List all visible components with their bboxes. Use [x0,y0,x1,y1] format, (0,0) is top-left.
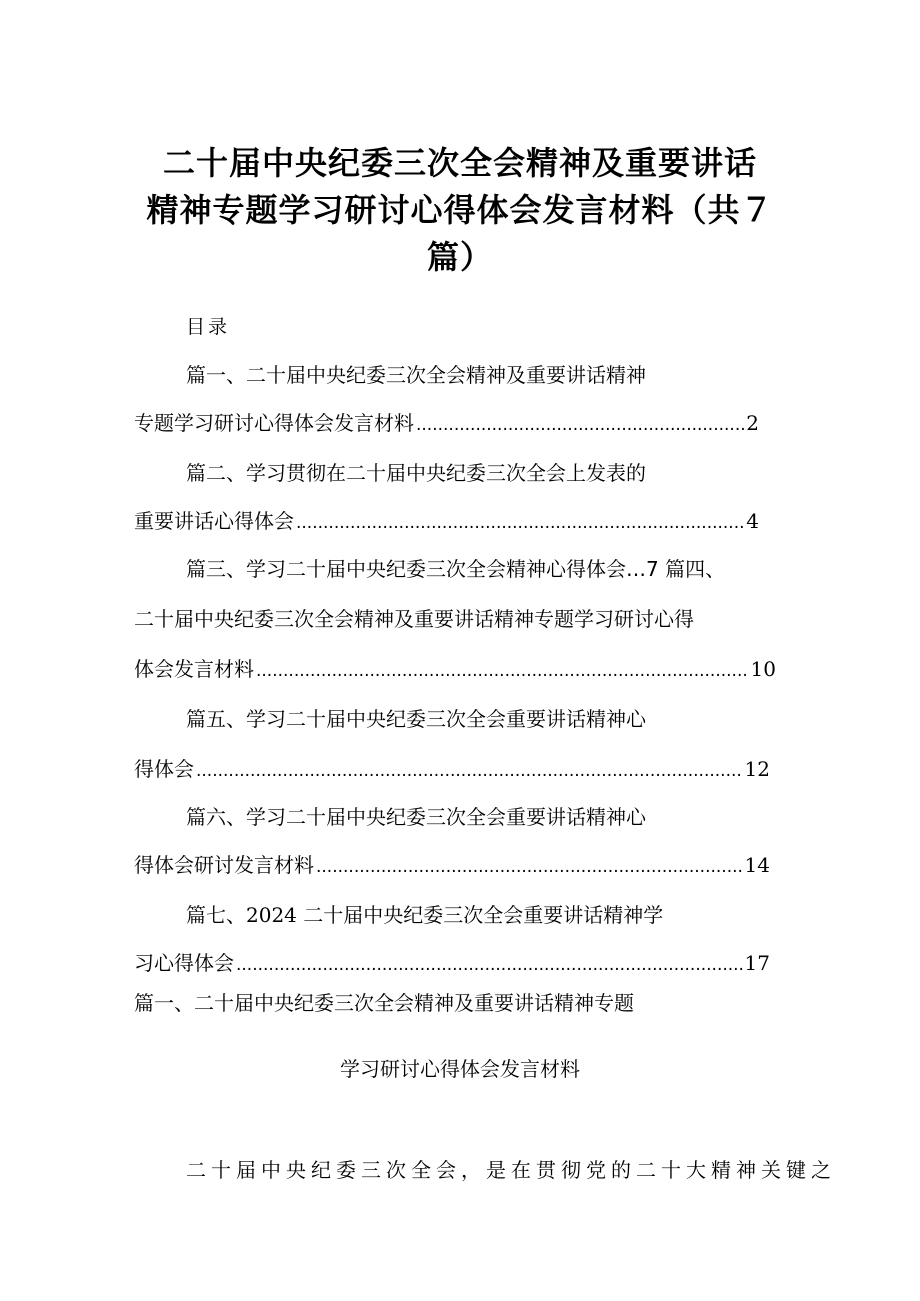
toc-entry-2[interactable] [134,508,759,534]
toc-entry-4[interactable] [134,656,776,682]
toc-entry-2-page: 4 [746,509,759,533]
toc-entry-5-line1[interactable]: 篇五、学习二十届中央纪委三次全会重要讲话精神心 [186,707,646,731]
toc-entry-5-page: 12 [744,757,770,781]
toc-entry-1-line2: 专题学习研讨心得体会发言材料 [134,411,414,435]
toc-leader-dots [316,852,743,878]
toc-entry-2-line2: 重要讲话心得体会 [134,509,294,533]
toc-leader-dots [296,508,744,534]
toc-entry-7-line2: 习心得体会 [134,951,234,975]
toc-entry-3-line1[interactable]: 篇三、学习二十届中央纪委三次全会精神心得体会…7 篇四、 [186,557,726,581]
toc-entry-1-page: 2 [746,411,759,435]
toc-entry-2-line1[interactable]: 篇二、学习贯彻在二十届中央纪委三次全会上发表的 [186,461,646,485]
title-line-2: 精神专题学习研讨心得体会发言材料（共７ [146,191,774,229]
section-subheading: 学习研讨心得体会发言材料 [340,1057,580,1081]
toc-entry-4-page: 10 [750,657,776,681]
toc-entry-5-line2: 得体会 [134,757,194,781]
toc-entry-7-prefix: 篇七、 [186,903,246,927]
toc-entry-7-year: 2024 [246,903,297,927]
toc-leader-dots [196,756,743,782]
toc-entry-7[interactable] [134,950,770,976]
title-line-3: 篇） [426,238,493,276]
toc-entry-6-page: 14 [744,853,770,877]
toc-entry-1[interactable] [134,410,759,436]
toc-entry-6-line2: 得体会研讨发言材料 [134,853,314,877]
toc-label: 目录 [186,316,231,338]
toc-entry-6[interactable] [134,852,770,878]
toc-entry-1-line1[interactable]: 篇一、二十届中央纪委三次全会精神及重要讲话精神 [186,363,646,387]
document-title [110,140,810,281]
toc-leader-dots [256,656,749,682]
toc-entry-7-rest: 二十届中央纪委三次全会重要讲话精神学 [303,903,664,927]
toc-leader-dots [236,950,743,976]
toc-entry-7-line1[interactable] [186,902,663,928]
toc-leader-dots [416,410,744,436]
toc-entry-4-line1[interactable]: 二十届中央纪委三次全会精神及重要讲话精神专题学习研讨心得 [134,607,694,631]
toc-entry-4-line2: 体会发言材料 [134,657,254,681]
toc-entry-7-page: 17 [744,951,770,975]
section-heading: 篇一、二十届中央纪委三次全会精神及重要讲话精神专题 [134,991,634,1015]
title-line-1: 二十届中央纪委三次全会精神及重要讲话 [162,144,757,182]
toc-entry-6-line1[interactable]: 篇六、学习二十届中央纪委三次全会重要讲话精神心 [186,805,646,829]
toc-entry-5[interactable] [134,756,770,782]
body-paragraph: 二十届中央纪委三次全会，是在贯彻党的二十大精神关键之 [186,1158,836,1182]
